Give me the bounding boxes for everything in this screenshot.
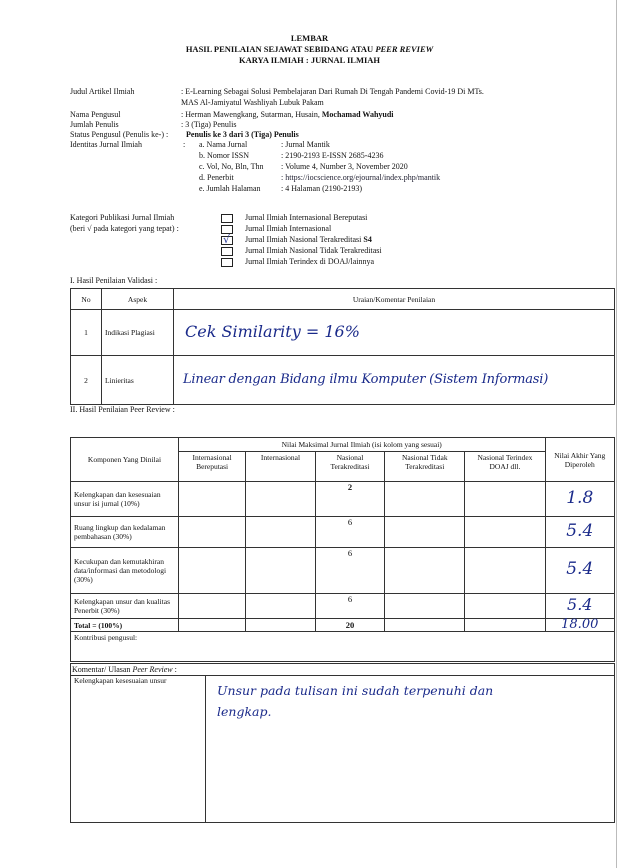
empty-cell [246, 482, 315, 517]
table-row [71, 517, 615, 548]
handwritten-komentar-line2: lengkap. [217, 704, 272, 719]
jumlah-value: : 3 (Tiga) Penulis [181, 120, 237, 129]
judul-label: Judul Artikel Ilmiah [70, 87, 135, 96]
empty-cell [246, 548, 315, 594]
pengusul-value [181, 110, 394, 120]
empty-cell [465, 548, 545, 594]
kategori-label-1: Kategori Publikasi Jurnal Ilmiah [70, 213, 175, 222]
journal-row-value: : 2190-2193 E-ISSN 2685-4236 [281, 151, 384, 160]
journal-row-label: d. Penerbit [199, 173, 234, 182]
komponen-cell: Kelengkapan unsur dan kualitas Penerbit (30%) [71, 594, 179, 619]
status-label: Status Pengusul (Penulis ke-) : [70, 130, 169, 139]
kategori-checkbox-checked[interactable] [221, 233, 233, 246]
komentar-box [70, 663, 615, 823]
nasional-value: 6 [315, 594, 384, 619]
kategori-option-label [245, 235, 372, 245]
table-row [71, 310, 615, 356]
nilai-akhir-cell [545, 548, 614, 594]
kategori-option-label: Jurnal Ilmiah Internasional [245, 224, 332, 233]
komentar-label-italic: Peer Review [132, 665, 173, 674]
header-line1: LEMBAR [290, 33, 329, 43]
kategori-checkbox[interactable] [221, 247, 233, 256]
empty-cell [465, 619, 545, 632]
kategori-label-2: (beri √ pada kategori yang tepat) : [70, 224, 179, 233]
col-header-no: No [71, 289, 102, 310]
table-row [71, 482, 615, 517]
judul-value: : E-Learning Sebagai Solusi Pembelajaran Dari Rumah Di Tengah Pandemi Covid-19 Di MTs. [181, 87, 484, 96]
sub-col-header: Nasional Terakreditasi [315, 452, 384, 482]
sub-col-header: Nasional Tidak Terakreditasi [385, 452, 465, 482]
empty-cell [385, 619, 465, 632]
sub-col-header: Internasional Bereputasi [178, 452, 245, 482]
kontribusi-label: Kontribusi pengusul: [71, 632, 615, 662]
nasional-value: 2 [315, 482, 384, 517]
kategori-option-bold: S4 [363, 235, 372, 244]
total-nasional: 20 [315, 619, 384, 632]
journal-row-label: b. Nomor ISSN [199, 151, 250, 160]
empty-cell [178, 594, 245, 619]
row-comment-cell [174, 356, 615, 405]
table-row [71, 548, 615, 594]
empty-cell [385, 594, 465, 619]
kategori-option-label: Jurnal Ilmiah Nasional Tidak Terakreditasi [245, 246, 382, 255]
journal-row-label: c. Vol, No, Bln, Thn [199, 162, 264, 171]
kategori-option-text: Jurnal Ilmiah Nasional Terakreditasi [245, 235, 364, 244]
row-no: 2 [71, 356, 102, 405]
handwritten-score: 1.8 [566, 487, 594, 508]
nilai-akhir-cell [545, 482, 614, 517]
empty-cell [465, 482, 545, 517]
col-header-aspek: Aspek [102, 289, 174, 310]
journal-row-value: : Volume 4, Number 3, November 2020 [281, 162, 408, 171]
kontribusi-row [71, 632, 615, 662]
kategori-checkbox[interactable] [221, 258, 233, 267]
sub-col-header: Internasional [246, 452, 315, 482]
komponen-cell: Kelengkapan dan kesesuaian unsur isi jurnal (10%) [71, 482, 179, 517]
col-header-nilai-akhir: Nilai Akhir Yang Diperoleh [545, 438, 614, 482]
empty-cell [246, 517, 315, 548]
section2-title: II. Hasil Penilaian Peer Review : [70, 405, 175, 414]
journal-row-value: : 4 Halaman (2190-2193) [281, 184, 363, 193]
section1-title: I. Hasil Penilaian Validasi : [70, 276, 158, 285]
handwritten-score: 5.4 [566, 559, 594, 579]
nasional-value: 6 [315, 548, 384, 594]
row-no: 1 [71, 310, 102, 356]
peer-review-table [70, 437, 615, 662]
header-line2-prefix: HASIL PENILAIAN SEJAWAT SEBIDANG ATAU [185, 44, 376, 54]
kategori-option-label: Jurnal Ilmiah Internasional Bereputasi [245, 213, 368, 222]
empty-cell [178, 619, 245, 632]
jumlah-label: Jumlah Penulis [70, 120, 119, 129]
handwritten-comment: Linear dengan Bidang ilmu Komputer (Sistem Informasi) [183, 372, 549, 387]
col-header-uraian: Uraian/Komentar Penilaian [174, 289, 615, 310]
komentar-row-label: Kelengkapan kesesuaian unsur [74, 676, 167, 685]
pengusul-names: : Herman Mawengkang, Sutarman, Husain, [181, 110, 322, 119]
komponen-cell: Kecukupan dan kemutakhiran data/informasi dan metodologi (30%) [71, 548, 179, 594]
empty-cell [465, 517, 545, 548]
sub-col-header: Nasional Terindex DOAJ dll. [465, 452, 545, 482]
kategori-checkbox[interactable] [221, 214, 233, 223]
table-row [71, 594, 615, 619]
header-line2 [0, 44, 619, 54]
empty-cell [246, 619, 315, 632]
nasional-value: 6 [315, 517, 384, 548]
kategori-option-label: Jurnal Ilmiah Terindex di DOAJ/lainnya [245, 257, 375, 266]
identitas-colon: : [183, 140, 186, 149]
komentar-col-divider [205, 675, 206, 823]
empty-cell [178, 548, 245, 594]
handwritten-komentar-line1: Unsur pada tulisan ini sudah terpenuhi dan [217, 683, 494, 698]
empty-cell [178, 517, 245, 548]
handwritten-score: 5.4 [567, 595, 593, 614]
handwritten-comment: Cek Similarity = 16% [185, 321, 360, 341]
empty-cell [246, 594, 315, 619]
table-row [71, 356, 615, 405]
col-header-komponen: Komponen Yang Dinilai [71, 438, 179, 482]
total-akhir-cell [545, 619, 614, 632]
empty-cell [178, 482, 245, 517]
header-line3: KARYA ILMIAH : JURNAL ILMIAH [238, 55, 381, 65]
validasi-table [70, 288, 615, 405]
empty-cell [385, 482, 465, 517]
identitas-label: Identitas Jurnal Ilmiah [70, 140, 142, 149]
scan-edge-right [616, 0, 617, 868]
komponen-cell: Ruang lingkup dan kedalaman pembahasan (30%) [71, 517, 179, 548]
komentar-label-suffix: : [172, 665, 177, 674]
judul-value-2: MAS Al-Jamiyatul Washliyah Lubuk Pakam [181, 98, 324, 107]
journal-row-label: e. Jumlah Halaman [199, 184, 261, 193]
check-mark-icon: √ [223, 233, 231, 246]
total-row [71, 619, 615, 632]
pengusul-label: Nama Pengusul [70, 110, 121, 119]
journal-row-value-link[interactable]: : https://iocscience.org/ejournal/index.php/mantik [281, 173, 441, 182]
header-line2-italic: PEER REVIEW [375, 44, 434, 54]
journal-row-label: a. Nama Jurnal [199, 140, 248, 149]
empty-cell [465, 594, 545, 619]
row-aspek: Indikasi Plagiasi [102, 310, 174, 356]
col-header-nilai-max: Nilai Maksimal Jurnal Ilmiah (isi kolom yang sesuai) [178, 438, 545, 452]
empty-cell [385, 517, 465, 548]
nilai-akhir-cell [545, 517, 614, 548]
journal-row-value: : Jurnal Mantik [281, 140, 330, 149]
total-label: Total = (100%) [71, 619, 179, 632]
status-value: Penulis ke 3 dari 3 (Tiga) Penulis [186, 130, 299, 139]
handwritten-total: 18.00 [561, 617, 599, 632]
row-comment-cell [174, 310, 615, 356]
row-aspek: Linieritas [102, 356, 174, 405]
empty-cell [385, 548, 465, 594]
nilai-akhir-cell [545, 594, 614, 619]
pengusul-bold-name: Mochamad Wahyudi [321, 110, 394, 119]
komentar-label-prefix: Komentar/ Ulasan [72, 665, 133, 674]
handwritten-score: 5.4 [566, 520, 594, 541]
